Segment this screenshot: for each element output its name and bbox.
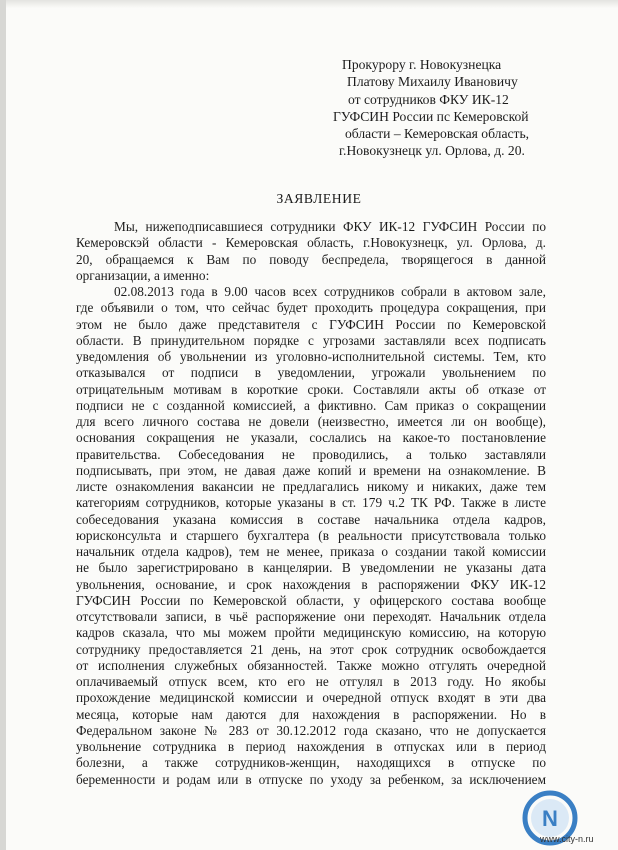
body-line: отсутствовали записи, в чьё распоряжение они переходят. Начальник отдела	[76, 609, 546, 624]
body-line: беременности и родам или в отпуске по уходу за ребенком, за исключением	[76, 771, 546, 787]
addressee-line: ГУФСИН России пс Кемеровской	[333, 108, 529, 124]
addressee-line: области – Кемеровская область,	[345, 126, 530, 142]
body-line: уведомления об увольнении из уголовно-исполнительной системы. Тем, кто	[76, 349, 546, 364]
body-line: правительства. Собеседования не проводились, а только заставляли	[76, 446, 546, 462]
body-line: оплачиваемый отпуск всем, кто его не отгулял в 2013 году. Но якобы	[76, 674, 546, 689]
body-line: основания сокращения не указали, сослались на какое-то постановление	[76, 430, 546, 446]
body-line: 02.08.2013 года в 9.00 часов всех сотрудников собрали в актовом зале,	[114, 284, 546, 299]
body-line: 20, обращаемся к Вам по поводу беспредела, творящегося в данной	[76, 251, 546, 267]
body-line: для всего личного состава не довели (неизвестно, имеется ли он вообще),	[76, 414, 546, 429]
body-line: месяца, которые нам даются для нахождения в распоряжении. Но в	[76, 706, 546, 722]
body-line: сотруднику предоставляется 21 день, на этот срок сотрудник освобождается	[76, 641, 546, 657]
body-line: увольнения, основание, и срок нахождения в распоряжении ФКУ ИК-12	[76, 576, 546, 592]
body-line: подписи не с созданной комиссией, а фиктивно. Сам приказ о сокращении	[76, 397, 546, 413]
body-line: категориям сотрудников, которые указаны в ст. 179 ч.2 ТК РФ. Также в листе	[76, 495, 546, 511]
body-line: болезни, а также сотрудников-женщин, находящихся в отпуске по	[76, 755, 546, 771]
body-line: не было зарегистрировано в канцелярии. В уведомлении не указаны дата	[76, 560, 546, 576]
body-line: отказывался от подписи в уведомлении, угрожали увольнением по	[76, 365, 546, 381]
addressee-line: Прокурору г. Новокузнецка	[342, 57, 502, 72]
body-line: от исполнения служебных обязанностей. Также можно отгулять очередной	[76, 657, 546, 673]
body-line: увольнение сотрудника в период нахождения в отпусках или в период	[76, 739, 546, 754]
body-line: этом не было даже представителя с ГУФСИН России по Кемеровской	[76, 316, 546, 332]
body-line: подписывать, при этом, не давая даже копий и времени на ознакомление. В	[76, 462, 546, 478]
body-line: Кемеровскэй области - Кемеровская область, г.Новокузнецк, ул. Орлова, д.	[76, 235, 546, 251]
scan-edge-top	[0, 0, 618, 8]
addressee-line: Платову Михаилу Ивановичу	[347, 74, 518, 90]
body-line: Федеральном законе № 283 от 30.12.2012 года сказано, что не допускается	[76, 722, 546, 738]
watermark-site: www.city-n.ru	[540, 834, 594, 844]
document-body	[76, 219, 546, 788]
body-line: ГУФСИН России по Кемеровской области, у офицерского состава вообще	[76, 592, 546, 608]
document-title: ЗАЯВЛЕНИЕ	[276, 191, 362, 206]
addressee-line: от сотрудников ФКУ ИК-12	[348, 91, 509, 107]
body-line: организации, а именно:	[76, 267, 210, 283]
addressee-block	[300, 56, 600, 160]
body-line: листе ознакомления вакансии не предлагались никому и никаких, даже тем	[76, 479, 546, 494]
body-line: кадров сказала, что мы можем пройти медицинскую комиссию, на которую	[76, 625, 546, 641]
body-line: Мы, нижеподписавшиеся сотрудники ФКУ ИК-12 ГУФСИН России по	[114, 219, 546, 234]
body-line: юрисконсульта и старшего бухгалтера (в реальности присутствовала только	[76, 527, 546, 543]
body-line: где объявили о том, что сейчас будет проходить процедура сокращения, при	[76, 300, 546, 316]
addressee-line: г.Новокузнецк ул. Орлова, д. 20.	[339, 143, 525, 159]
body-line: прохождение медицинской комиссии и очередной отпуск входят в эти два	[76, 690, 546, 706]
body-line: собеседования указана комиссия в составе начальника отдела кадров,	[76, 511, 546, 527]
body-line: начальник отдела кадров), тем не менее, приказа о создании такой комиссии	[76, 544, 546, 559]
body-line: отрицательным мотивам в короткие сроки. Составляли акты об отказе от	[76, 381, 546, 397]
logo-letter: N	[542, 806, 558, 831]
scan-edge-left	[0, 0, 6, 850]
body-line: области. В принудительном порядке с угрозами заставляли всех подписать	[76, 332, 546, 348]
